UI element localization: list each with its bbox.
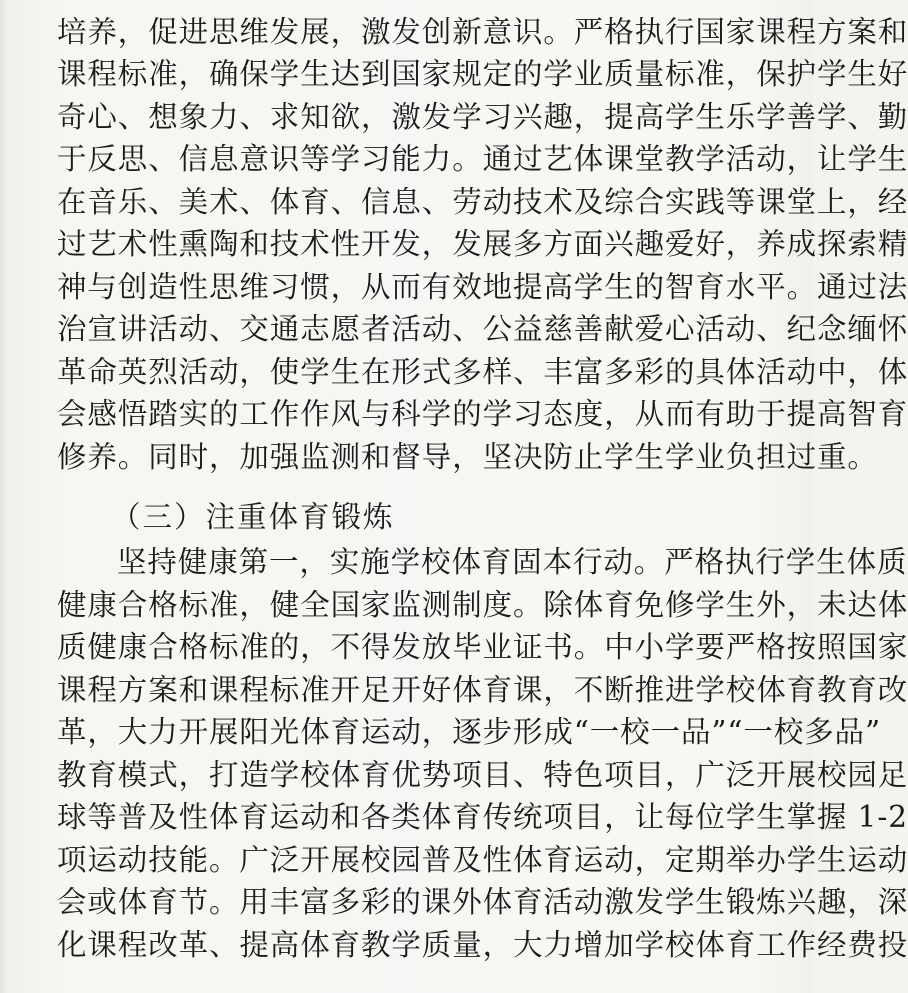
paragraph-line: 培养，促进思维发展，激发创新意识。严格执行国家课程方案和	[57, 15, 908, 49]
paragraph-line: 治宣讲活动、交通志愿者活动、公益慈善献爱心活动、纪念缅怀	[57, 312, 908, 346]
paragraph-line: 球等普及性体育运动和各类体育传统项目，让每位学生掌握 1-2	[57, 800, 908, 834]
paragraph-line: 神与创造性思维习惯，从而有效地提高学生的智育水平。通过法	[57, 270, 908, 304]
paragraph-line: 健康合格标准，健全国家监测制度。除体育免修学生外，未达体	[57, 588, 908, 622]
paragraph-line: 修养。同时，加强监测和督导，坚决防止学生学业负担过重。	[57, 440, 878, 474]
paragraph-line: 项运动技能。广泛开展校园普及性体育运动，定期举办学生运动	[57, 843, 908, 877]
paragraph-line: 会或体育节。用丰富多彩的课外体育活动激发学生锻炼兴趣，深	[57, 885, 908, 919]
paragraph-line: 革，大力开展阳光体育运动，逐步形成“一校一品”“一校多品”	[57, 715, 881, 749]
paragraph-first-line: 坚持健康第一，实施学校体育固本行动。严格执行学生体质	[117, 545, 908, 579]
paragraph-line: 革命英烈活动，使学生在形式多样、丰富多彩的具体活动中，体	[57, 355, 908, 389]
paragraph-line: 教育模式，打造学校体育优势项目、特色项目，广泛开展校园足	[57, 758, 908, 792]
paragraph-line: 于反思、信息意识等学习能力。通过艺体课堂教学活动，让学生	[57, 142, 908, 176]
paragraph-line: 在音乐、美术、体育、信息、劳动技术及综合实践等课堂上，经	[57, 185, 908, 219]
paragraph-line: 质健康合格标准的，不得发放毕业证书。中小学要严格按照国家	[57, 630, 908, 664]
section-heading: （三）注重体育锻炼	[111, 500, 395, 534]
paragraph-line: 课程方案和课程标准开足开好体育课，不断推进学校体育教育改	[57, 673, 908, 707]
scan-edge-shadow	[0, 0, 6, 993]
paragraph-line: 化课程改革、提高体育教学质量，大力增加学校体育工作经费投	[57, 928, 908, 962]
paragraph-line: 会感悟踏实的工作作风与科学的学习态度，从而有助于提高智育	[57, 397, 908, 431]
paragraph-line: 奇心、想象力、求知欲，激发学习兴趣，提高学生乐学善学、勤	[57, 100, 908, 134]
paragraph-line: 过艺术性熏陶和技术性开发，发展多方面兴趣爱好，养成探索精	[57, 227, 908, 261]
paragraph-line: 课程标准，确保学生达到国家规定的学业质量标准，保护学生好	[57, 57, 908, 91]
